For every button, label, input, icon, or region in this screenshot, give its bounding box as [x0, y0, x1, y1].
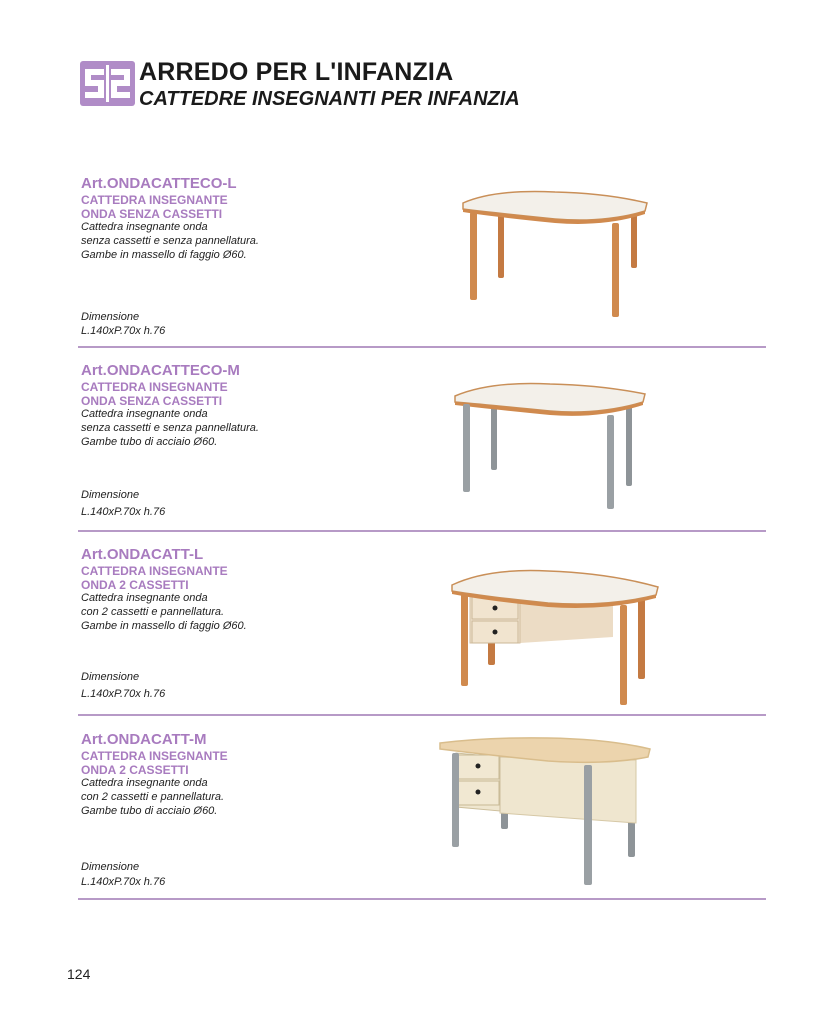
- product-name-line1: CATTEDRA INSEGNANTE: [81, 193, 228, 207]
- separator-line: [78, 530, 766, 532]
- product-name-line2: ONDA 2 CASSETTI: [81, 578, 189, 592]
- product-desc-line2: con 2 cassetti e pannellatura.: [81, 606, 225, 618]
- product-name-line1: CATTEDRA INSEGNANTE: [81, 749, 228, 763]
- dimension-label: Dimensione: [81, 489, 140, 501]
- desk-beech-legs-image: [455, 183, 660, 323]
- product-name-line2: ONDA 2 CASSETTI: [81, 763, 189, 777]
- product-code: Art.ONDACATT-M: [81, 731, 207, 748]
- product-code: Art.ONDACATTECO-L: [81, 175, 237, 192]
- product-desc-line3: Gambe tubo di acciaio Ø60.: [81, 805, 218, 817]
- product-desc-line3: Gambe in massello di faggio Ø60.: [81, 620, 247, 632]
- product-name-line1: CATTEDRA INSEGNANTE: [81, 380, 228, 394]
- product-code: Art.ONDACATT-L: [81, 546, 204, 563]
- product-desc-line3: Gambe tubo di acciaio Ø60.: [81, 436, 218, 448]
- product-desc-line1: Cattedra insegnante onda: [81, 408, 208, 420]
- page-subtitle: CATTEDRE INSEGNANTI PER INFANZIA: [139, 88, 520, 110]
- dimension-value: L.140xP.70x h.76: [81, 876, 166, 888]
- dimension-label: Dimensione: [81, 311, 140, 323]
- desk-steel-legs-image: [450, 375, 655, 515]
- product-name-line1: CATTEDRA INSEGNANTE: [81, 564, 228, 578]
- company-logo: [80, 61, 135, 106]
- product-desc-line2: con 2 cassetti e pannellatura.: [81, 791, 225, 803]
- dimension-value: L.140xP.70x h.76: [81, 688, 166, 700]
- separator-line: [78, 346, 766, 348]
- product-name-line2: ONDA SENZA CASSETTI: [81, 394, 223, 408]
- dimension-value: L.140xP.70x h.76: [81, 325, 166, 337]
- product-name-line2: ONDA SENZA CASSETTI: [81, 207, 223, 221]
- product-desc-line3: Gambe in massello di faggio Ø60.: [81, 249, 247, 261]
- product-code: Art.ONDACATTECO-M: [81, 362, 240, 379]
- product-desc-line2: senza cassetti e senza pannellatura.: [81, 422, 259, 434]
- product-desc-line1: Cattedra insegnante onda: [81, 592, 208, 604]
- product-desc-line1: Cattedra insegnante onda: [81, 777, 208, 789]
- page-number: 124: [67, 966, 91, 982]
- dimension-value: L.140xP.70x h.76: [81, 506, 166, 518]
- product-desc-line2: senza cassetti e senza pannellatura.: [81, 235, 259, 247]
- page-title: ARREDO PER L'INFANZIA: [139, 58, 454, 86]
- desk-drawers-beech-image: [448, 565, 663, 710]
- dimension-label: Dimensione: [81, 861, 140, 873]
- product-desc-line1: Cattedra insegnante onda: [81, 221, 208, 233]
- separator-line: [78, 714, 766, 716]
- separator-line: [78, 898, 766, 900]
- desk-drawers-steel-image: [438, 735, 658, 890]
- dimension-label: Dimensione: [81, 671, 140, 683]
